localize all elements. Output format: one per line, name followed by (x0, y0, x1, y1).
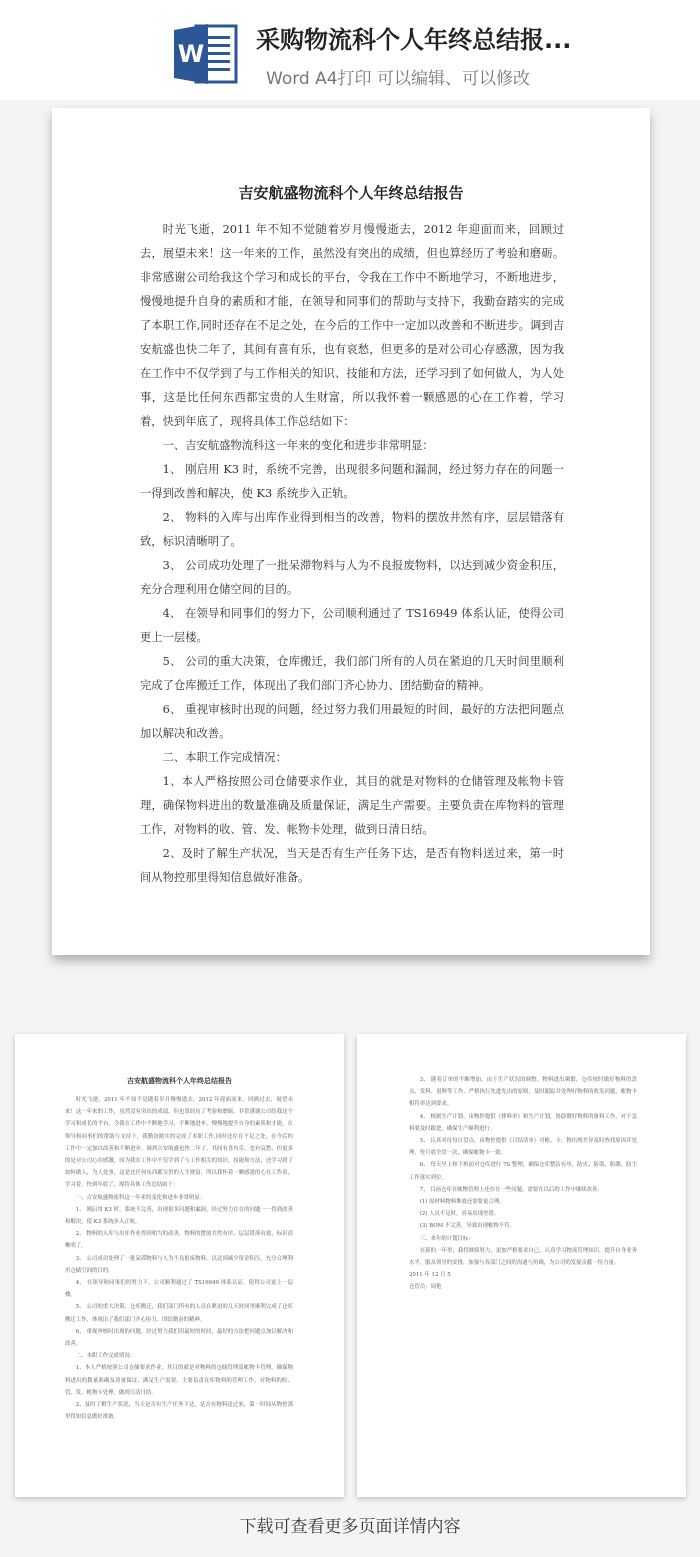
thumbnail-body (65, 1094, 293, 1423)
paragraph: 4、 根据生产计划，由物控提供《排料单》和生产计划，协助做好物料的备料工作，对于急料要及时跟进，确保生产顺利进行。 (409, 1113, 637, 1132)
document-title: 采购物流科个人年终总结报... (256, 26, 572, 54)
paragraph: 3、 公司成功处理了一批呆滞物料与人为不良报废物料，以达到减少资金积压，充分合理利用仓储空间的目的。 (65, 1255, 293, 1274)
paragraph: 5、 公司的重大决策，仓库搬迁，我们部门所有的人员在紧迫的几天时间里顺利完成了仓库搬迁工作，体现出了我们部门齐心协力、团结勤奋的精神。 (65, 1304, 293, 1323)
thumbnail-body (409, 1074, 637, 1294)
main-page-preview (52, 108, 650, 955)
svg-text:W: W (177, 40, 205, 68)
word-doc-icon (172, 20, 240, 88)
paragraph: 一、吉安航盛物流科这一年来的变化和进步非常明显： (162, 439, 434, 452)
paragraph: 二、本职工作完成情况： (162, 751, 287, 764)
paragraph: 1、 刚启用 K3 时，系统不完善，出现很多问题和漏洞，经过努力存在的问题一一得到改善和解决，使 K3 系统步入正轨。 (140, 463, 564, 500)
paragraph: (3) BOM 不完善，导致出现帐物不符。 (419, 1223, 515, 1230)
paragraph: 1、本人严格按照公司仓储要求作业，其目的就是对物料的仓储管理及帐物卡管理，确保物料进出的数量准确及质量保证，满足生产需要。主要负责在库物料的管理工作，对物料的收、管、发、帐物卡处理，做到日清日结。 (140, 775, 564, 836)
paragraph: 3、 公司成功处理了一批呆滞物料与人为不良报废物料，以达到减少资金积压，充分合理利用仓储空间的目的。 (140, 559, 564, 596)
report-signer: 仓管员：周艳 (409, 1284, 442, 1291)
page-thumbnail-2[interactable] (357, 1034, 686, 1497)
header (0, 0, 700, 100)
paragraph: 6、 重视审核时出现的问题，经过努力我们用最短的时间，最好的方法把问题点加以解决和改善。 (65, 1328, 293, 1348)
paragraph: 1、 刚启用 K3 时，系统不完善，出现很多问题和漏洞，经过努力存在的问题一一得到改善和解决，使 K3 系统步入正轨。 (65, 1206, 293, 1226)
paragraph: 7、 目前仓库在帐物管理上还存在一些问题，需要在以后的工作中继续改善： (419, 1186, 603, 1193)
paragraph: 2、及时了解生产状况，当天是否有生产任务下达，是否有物料送过来，第一时间从物控那里得知信息做好准备。 (65, 1402, 293, 1421)
paragraph: 4、 在领导和同事们的努力下，公司顺利通过了 TS16949 体系认证，使得公司更上一层楼。 (140, 607, 564, 644)
report-date: 2011 年 12 月 5 (409, 1272, 451, 1279)
document-subtitle: Word A4打印 可以编辑、可以修改 (266, 69, 530, 89)
paragraph: 时光飞逝，2011 年不知不觉随着岁月慢慢逝去，2012 年迎面而来，回顾过去，展望未来！这一年来的工作，虽然没有突出的成绩，但也算经历了考验和磨砺。非常感谢公司给我这个学习和成长的平台，令我在工作中不断地学习，不断地进步，慢慢地提升自身的素质和才能，在领导和同事们的帮助与支持下，我勤奋踏实的完成了本职工作,同时还存在不足之处，在今后的工作中一定加以改善和不断进步。调到吉安航盛也快二年了，其间有喜有乐，也有哀愁，但更多的是对公司心存感激，因为我在工作中不仅学到了与工作相关的知识、技能和方法，还学习到了如何做人，为人处事，这是比任何东西都宝贵的人生财富，所以我怀着一颗感恩的心在工作着，学习着，快到年底了，现将具体工作总结如下： (140, 223, 564, 428)
paragraph: 5、 认真对待每日盘点，由物控提供《日结清单》对帐，卡、物出现差异及时查找原因并处理，每月底全盘一次，确保帐物卡一致。 (409, 1138, 637, 1157)
paragraph: (2) 人员不足时，容易出现差错。 (419, 1211, 500, 1218)
paragraph: (1) 原材料物料堆放还需要更合理。 (419, 1199, 505, 1206)
paragraph: 时光飞逝，2011 年不知不觉随着岁月慢慢逝去，2012 年迎面而来，回顾过去，展望未来！这一年来的工作，虽然没有突出的成绩，但也算经历了考验和磨砺。非常感谢公司给我这个学习和成长的平台，令我在工作中不断地学习，不断地进步，慢慢地提升自身的素质和才能，在领导和同事们的帮助与支持下，我勤奋踏实的完成了本职工作,同时还存在不足之处，在今后的工作中一定加以改善和不断进步。调到吉安航盛也快二年了，其间有喜有乐，也有哀愁，但更多的是对公司心存感激，因为我在工作中不仅学到了与工作相关的知识、技能和方法，还学习到了如何做人，为人处事，这是比任何东西都宝贵的人生财富，所以我怀着一颗感恩的心在工作着，学习着，快到年底了，现将具体工作总结如下： (65, 1097, 293, 1189)
paragraph: 3、 随着订单的不断增加，由于生产状况的调整，物料进出频繁，仓库按时做好物料的盘点、发料、退料等工作，严格执行先进先出的原则，及时跟踪并处理好物料的收发问题，帐物卡相符率达到要求。 (409, 1077, 637, 1108)
paragraph: 5、 公司的重大决策，仓库搬迁，我们部门所有的人员在紧迫的几天时间里顺利完成了仓库搬迁工作，体现出了我们部门齐心协力、团结勤奋的精神。 (140, 655, 564, 692)
paragraph: 6、 每天早上和下班前对仓库进行 7S 整理，确保仓库整洁有序，防火、防盗、防潮、防尘工作落实到位。 (409, 1162, 637, 1181)
paragraph: 三、来年的计划目标： (419, 1235, 474, 1242)
paragraph: 2、 物料的入库与出库作业得到相当的改善，物料的摆放井然有序，层层错落有致，标识清晰明了。 (65, 1231, 293, 1250)
report-title: 吉安航盛物流科个人年终总结报告 (238, 184, 464, 202)
paragraph: 2、及时了解生产状况，当天是否有生产任务下达，是否有物料送过来，第一时间从物控那里得知信息做好准备。 (140, 847, 564, 884)
paragraph: 二、本职工作完成情况： (75, 1353, 136, 1360)
paragraph: 一、吉安航盛物流科这一年来的变化和进步非常明显： (75, 1194, 206, 1201)
paragraph: 2、 物料的入库与出库作业得到相当的改善，物料的摆放井然有序，层层错落有致，标识清晰明了。 (140, 511, 564, 548)
paragraph: 1、本人严格按照公司仓储要求作业，其目的就是对物料的仓储管理及帐物卡管理，确保物料进出的数量准确及质量保证，满足生产需要。主要负责在库物料的管理工作，对物料的收、管、发、帐物卡处理，做到日清日结。 (65, 1365, 293, 1396)
paragraph: 4、 在领导和同事们的努力下，公司顺利通过了 TS16949 体系认证，使得公司更上一层楼。 (65, 1280, 293, 1299)
report-body (140, 218, 564, 890)
paragraph: 在新的一年里，我将继续努力，更加严格要求自己，认真学习物流管理知识，提升自身业务水平，服从领导的安排，加强与各部门之间的沟通与协调，为公司的发展贡献一份力量。 (409, 1247, 637, 1267)
page-thumbnail-1[interactable] (15, 1034, 344, 1497)
thumbnail-title: 吉安航盛物流科个人年终总结报告 (127, 1076, 232, 1085)
paragraph: 6、 重视审核时出现的问题，经过努力我们用最短的时间，最好的方法把问题点加以解决和改善。 (140, 703, 564, 740)
download-more-link[interactable]: 下载可查看更多页面详情内容 (239, 1517, 461, 1537)
